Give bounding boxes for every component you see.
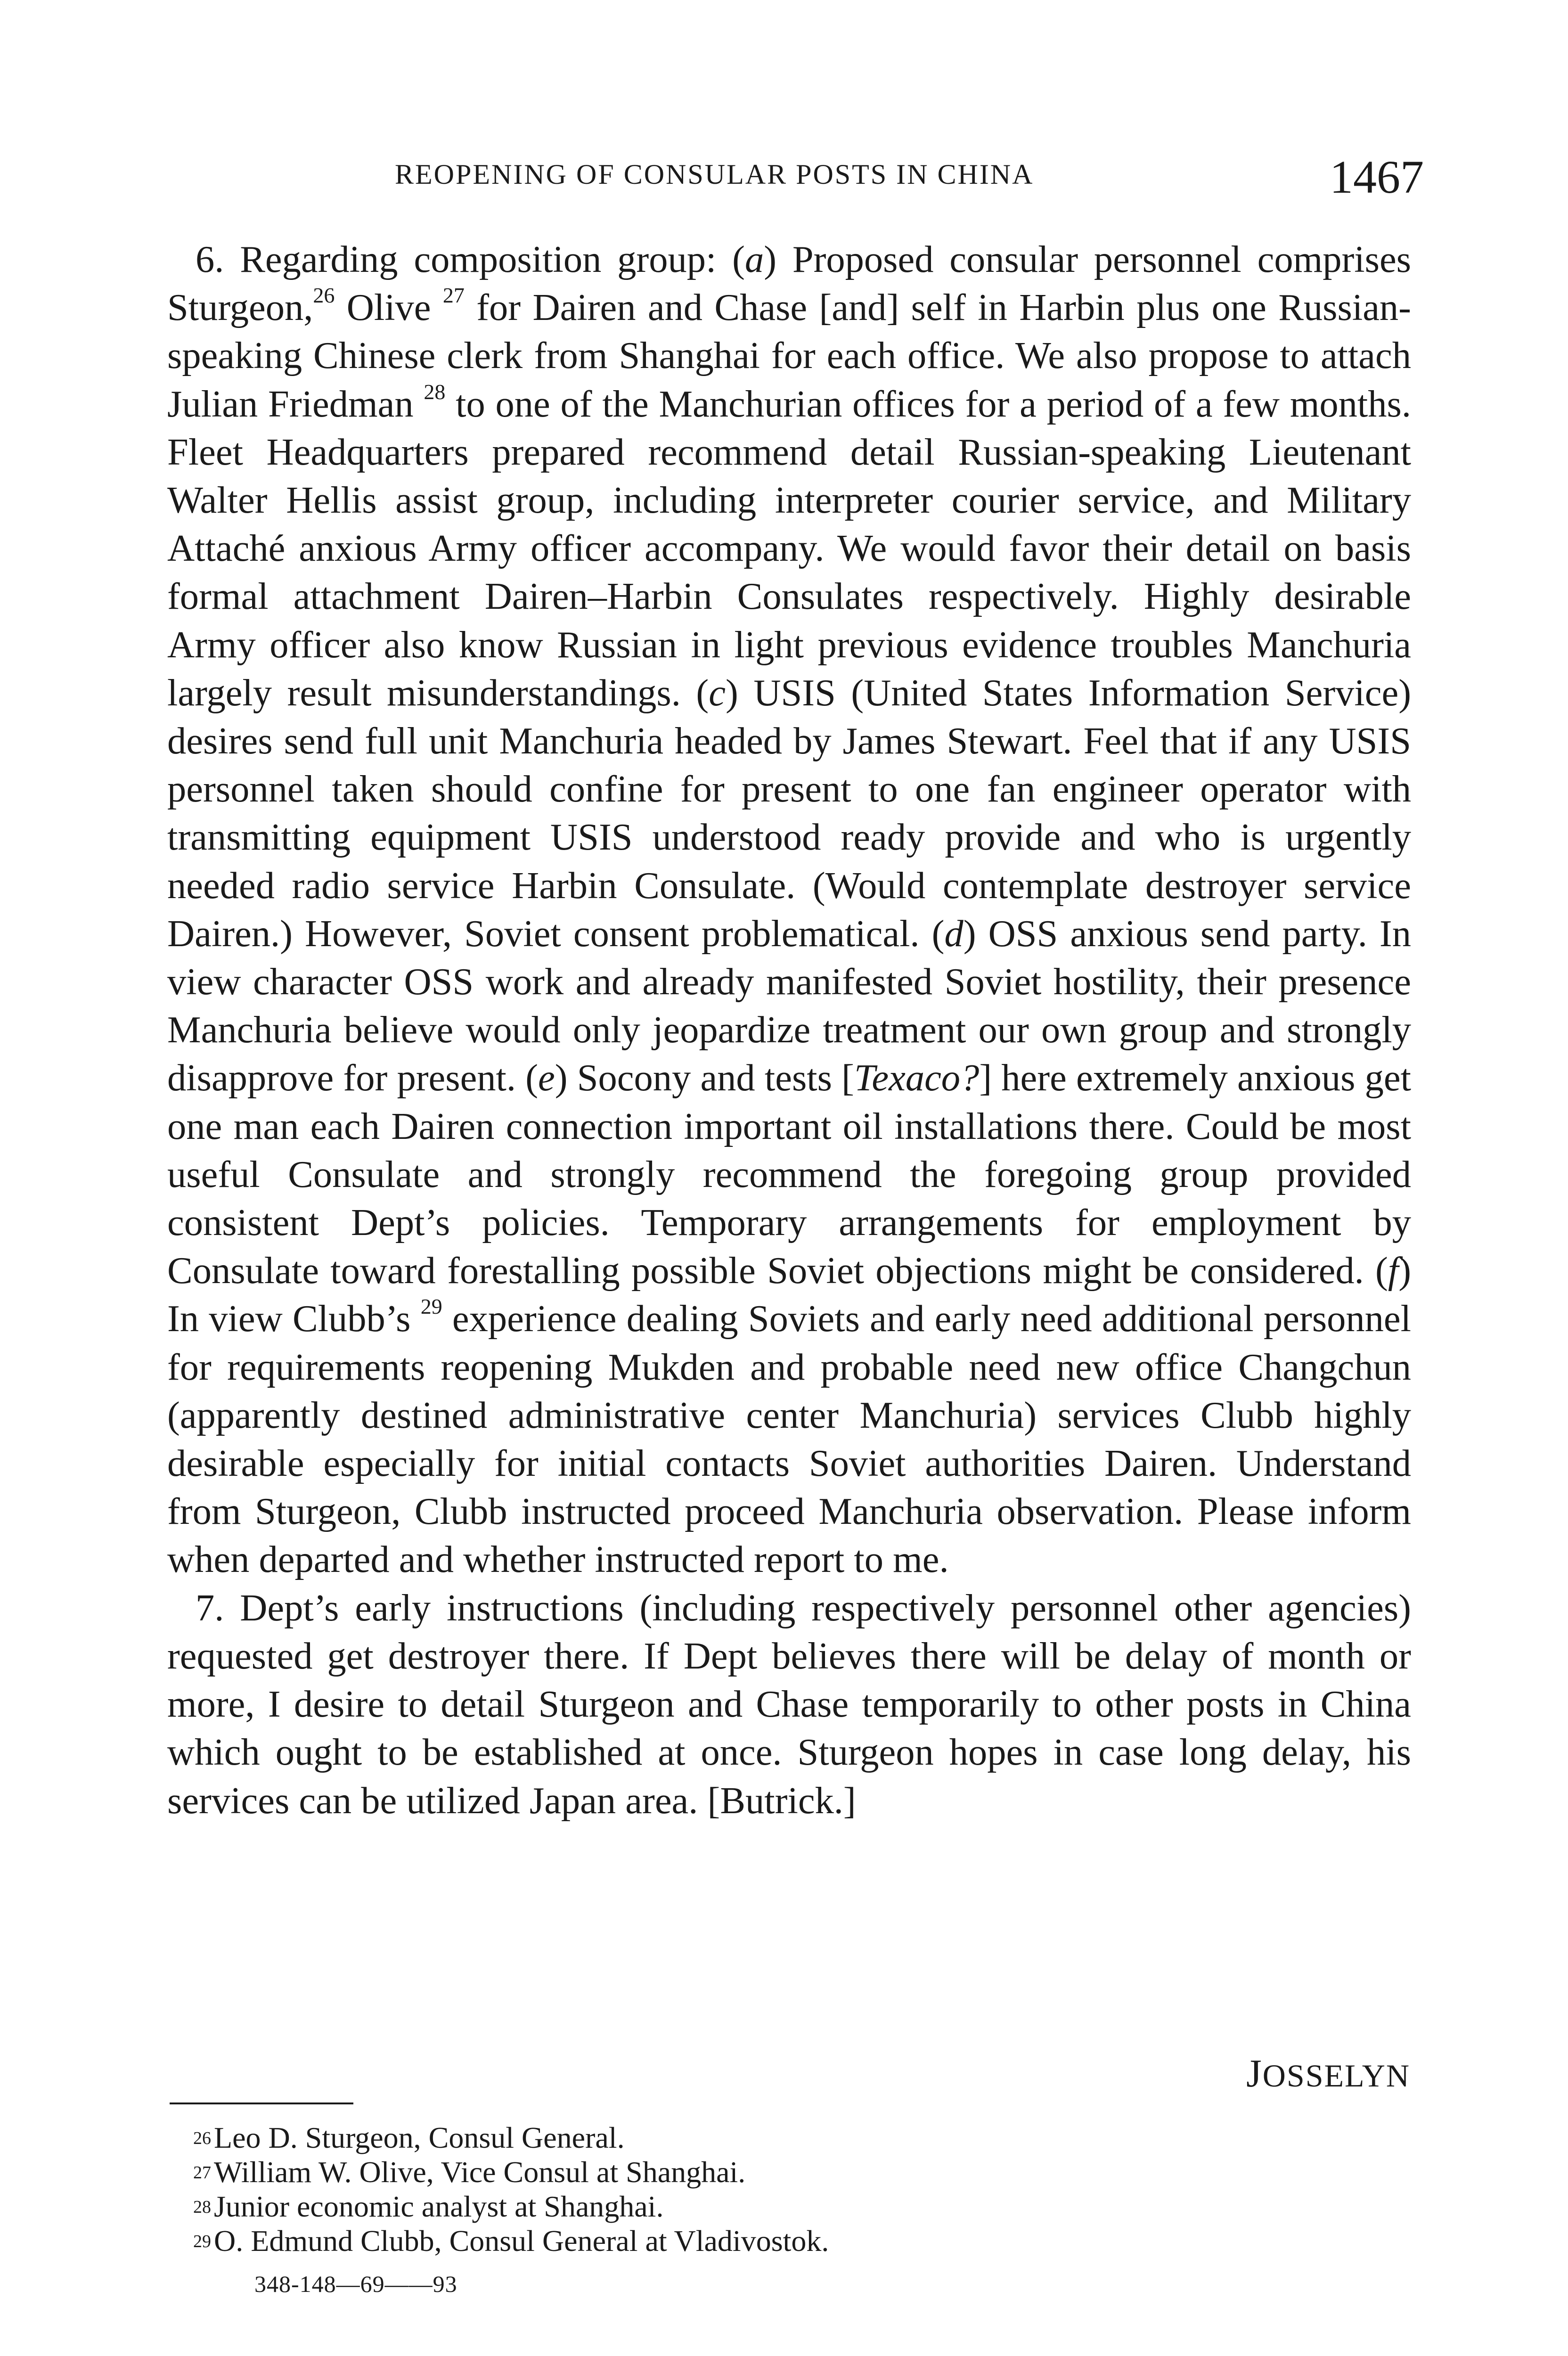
text-run: Olive [335,286,443,329]
footnote-reference: 29 [420,1294,442,1319]
italic-text: c [709,671,726,714]
paragraph-6 [167,236,1411,1584]
text-run: experience dealing Soviets and early need additional personnel for requirements reopening Mukden and probable need new office Changchun (apparently destined administrative center Manchuria) services Clubb highly desirable especially for initial contacts Soviet authorities Dairen. Understand from Sturgeon, Clubb instructed proceed Manchuria observation. Please inform when departed and whether instructed report to me. [167,1298,1411,1581]
text-run: ] here extremely anxious get one man each Dairen connection important oil installations there. Could be most useful Consulate and strongly recommend the foregoing group provided consistent Dept’s policies. Temporary arrangements for employment by Consulate toward forestalling possible Soviet objections might be considered. ( [167,1057,1411,1292]
footnote-28 [193,2189,829,2224]
footnote-text: Leo D. Sturgeon, Consul General. [214,2121,625,2154]
footnote-29 [193,2224,829,2258]
footnote-27 [193,2155,829,2189]
text-run: ) Socony and tests [ [555,1057,854,1099]
italic-text: d [944,912,964,955]
running-head: REOPENING OF CONSULAR POSTS IN CHINA [395,159,1034,190]
italic-text: Texaco? [854,1057,980,1099]
text-run: 7. Dept’s early instructions (including respectively personnel other agencies) requested get destroyer there. If Dept believes there will be delay of month or more, I desire to detail Sturgeon and Chase temporarily to other posts in China which ought to be established at once. Sturgeon hopes in case long delay, his services can be utilized Japan area. [Butrick.] [167,1587,1411,1822]
italic-text: a [744,238,764,280]
text-run: to one of the Manchurian offices for a period of a few months. Fleet Headquarters prepared recommend detail Russian-speaking Lieutenant Walter Hellis assist group, including interpreter courier service, and Military Attaché anxious Army officer accompany. We would favor their detail on basis formal attachment Dairen–Harbin Consulates respectively. Highly desirable Army officer also know Russian in light previous evidence troubles Manchuria largely result misunderstandings. ( [167,383,1412,714]
page-number: 1467 [1330,151,1424,203]
italic-text: f [1388,1250,1399,1292]
signature-initial: J [1246,2052,1263,2095]
text-run: for Dairen and Chase [and] self in Harbin plus one Russian-speaking Chinese clerk from Shanghai for each office. We also propose to attach Julian Friedman [167,286,1411,425]
printer-line: 348-148—69——93 [254,2271,457,2297]
paragraph-7 [167,1584,1411,1825]
text-run: ) In view Clubb’s [167,1250,1411,1340]
text-run: ) Proposed consular personnel comprises Sturgeon, [167,238,1411,329]
signature-rest: OSSELYN [1262,2058,1410,2094]
footnote-26 [193,2120,829,2155]
footnote-reference: 28 [424,379,446,404]
footnote-mark: 29 [193,2232,211,2251]
italic-text: e [538,1057,555,1099]
text-run: ) OSS anxious send party. In view character OSS work and already manifested Soviet hostility, their presence Manchuria believe would only jeopardize treatment our own group and strongly disapprove for present. ( [167,912,1411,1099]
body-text [167,236,1411,1825]
text-run: 6. Regarding composition group: ( [196,238,745,280]
footnote-mark: 26 [193,2128,211,2148]
footnote-divider [170,2102,353,2104]
footnote-reference: 27 [442,283,465,308]
signature [1246,2051,1410,2096]
footnotes [193,2120,829,2258]
text-run: ) USIS (United States Information Service) desires send full unit Manchuria headed by James Stewart. Feel that if any USIS personnel taken should confine for present to one fan engineer operator with transmitting equipment USIS understood ready provide and who is urgently needed radio service Harbin Consulate. (Would contemplate destroyer service Dairen.) However, Soviet consent problematical. ( [167,671,1412,955]
footnote-text: O. Edmund Clubb, Consul General at Vladivostok. [214,2224,829,2258]
footnote-mark: 28 [193,2197,211,2217]
footnote-text: Junior economic analyst at Shanghai. [214,2190,664,2223]
footnote-reference: 26 [313,283,335,308]
footnote-text: William W. Olive, Vice Consul at Shanghai. [214,2155,746,2189]
footnote-mark: 27 [193,2163,211,2183]
